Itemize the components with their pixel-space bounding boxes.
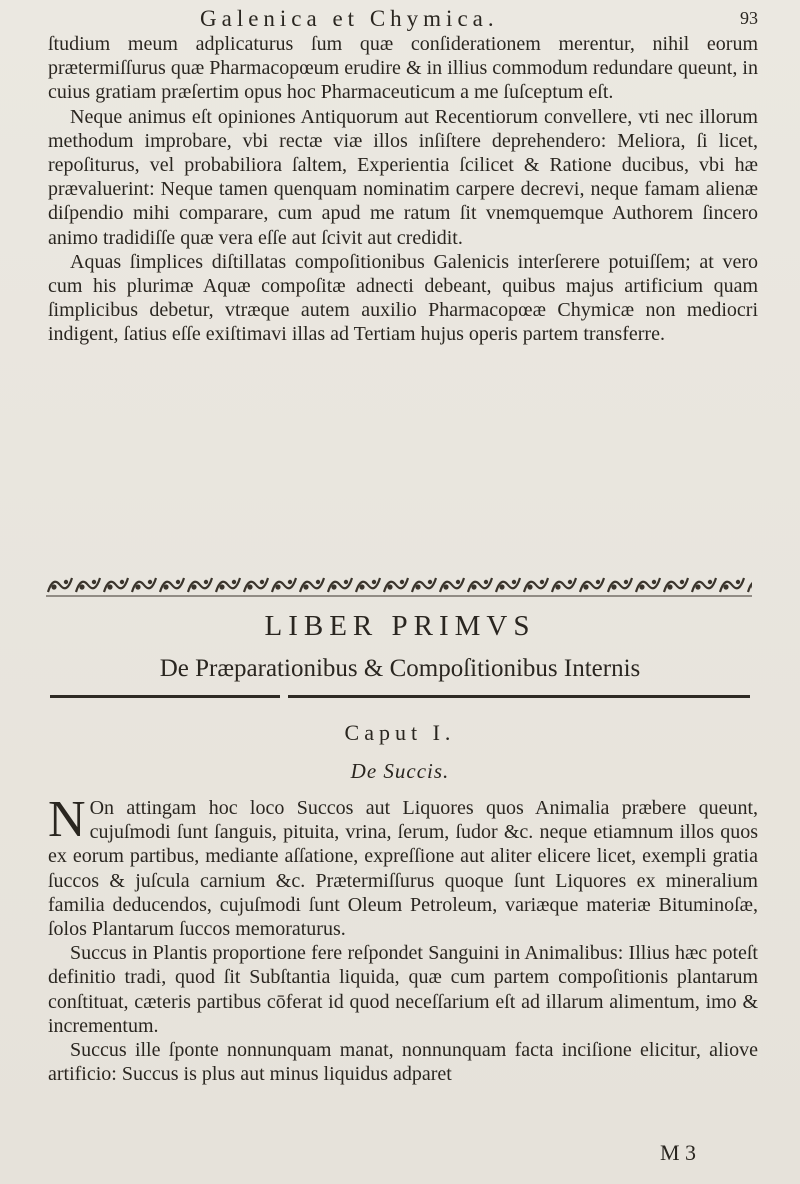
signature-mark: M 3 <box>660 1140 697 1165</box>
chapter-paragraph: Succus in Plantis proportione fere reſpondet Sanguini in Animalibus: Illius hæc poteſt definitio tradi, quod ſit Subſtantia liquida, quæ cum partem compoſitionis plantarum conſtituat, cæteris partibus cōferat id quod neceſſarium eſt ad illarum alimentum, imo & incrementum. <box>48 942 758 1037</box>
chapter-heading: Caput I. <box>344 720 456 745</box>
intro-text <box>48 32 758 347</box>
book-title: LIBER PRIMVS <box>264 610 536 642</box>
intro-paragraph: Aquas ſimplices diſtillatas compoſitionibus Galenicis interſerere potuiſſem; at vero cum his plurimæ Aquæ compoſitæ adnecti debeant, quibus majus artificium quam ſimplicibus debetur, vtræque autem auxilio Pharmacopœæ Chymicæ non mediocri indigent, ſatius eſſe exiſtimavi illas ad Tertiam hujus operis partem transferre. <box>48 250 758 346</box>
drop-cap: N <box>48 791 86 848</box>
intro-paragraph: Neque animus eſt opiniones Antiquorum aut Recentiorum convellere, vti nec illorum methodum improbare, vbi rectæ viæ illos inſiſtere deprehendero: Meliora, ſi licet, repoſiturus, vel probabiliora ſaltem, Experientia ſcilicet & Ratione ducibus, vbi hæ prævaluerint: Neque tamen quenquam nominatim carpere decrevi, neque famam alienæ diſpendio mihi comparare, cum apud me ratum ſit vnemquemque Authorem ſincero animo tradidiſſe quæ vera eſſe aut ſcivit aut credidit. <box>48 105 758 249</box>
chapter-paragraph: Succus ille ſponte nonnunquam manat, nonnunquam facta inciſione elicitur, aliove artificio: Succus is plus aut minus liquidus adparet <box>48 1039 758 1086</box>
ornament-band <box>46 572 752 598</box>
chapter-title: De Succis. <box>350 759 450 783</box>
book-subtitle: De Præparationibus & Compoſitionibus Internis <box>159 655 641 682</box>
chapter-paragraph <box>48 791 758 941</box>
divider-rule <box>50 694 750 700</box>
chapter-paragraph-text: On attingam hoc loco Succos aut Liquores quos Animalia præbere queunt, cujuſmodi ſunt ſanguis, pituita, vrina, ſerum, ſudor &c. neque etiamnum illos quos ex eorum partibus, mediante aſſatione, expreſſione aut aliter elicere licet, exempli gratia ſuccos & juſcula carnium &c. Prætermiſſurus quoque ſunt Liquores ex mineralium familia deducendos, cujuſmodi ſunt Oleum Petroleum, variæque materiæ Bituminoſæ, ſolos Plantarum ſuccos memoraturus. <box>48 797 758 941</box>
intro-paragraph: ſtudium meum adplicaturus ſum quæ conſiderationem merentur, nihil eorum prætermiſſurus quæ Pharmacopœum erudire & in illius commodum redundare queunt, in cuius gratiam præſertim opus hoc Pharmaceuticum a me ſuſceptum eſt. <box>48 33 758 104</box>
page-number: 93 <box>740 8 758 28</box>
chapter-body <box>48 791 758 1086</box>
running-head: Galenica et Chymica. <box>200 6 499 31</box>
